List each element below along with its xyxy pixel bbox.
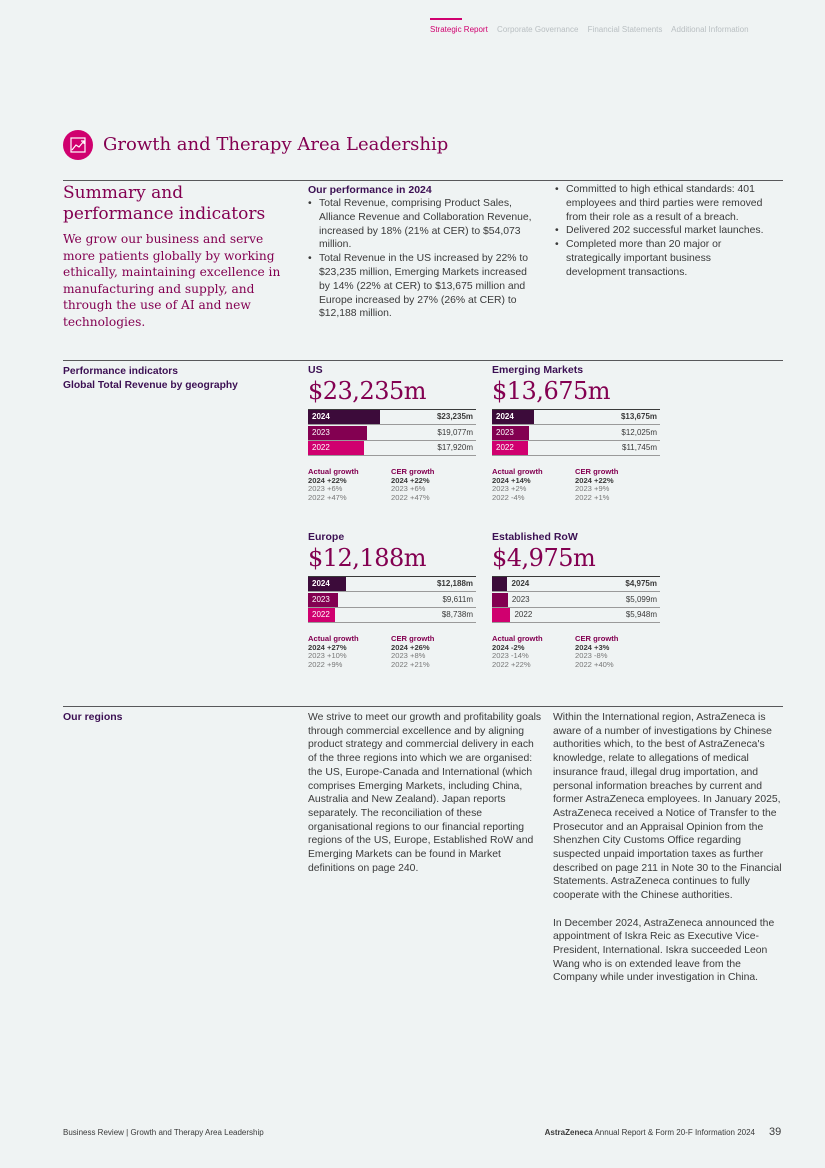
bar-year-label: 2022: [312, 610, 330, 620]
growth-value: 2023 +6%: [308, 484, 343, 494]
region-panel: [492, 364, 660, 508]
footer-brand: AstraZeneca: [544, 1128, 593, 1137]
growth-value: 2023 -8%: [575, 651, 608, 661]
list-item: • Total Revenue in the US increased by 22% to $23,235 million, Emerging Markets increased by 14% (22% at CER) to $13,675 million and Europe increased by 27% (26% at CER) to $12,188 million.: [308, 252, 540, 321]
actual-growth-column: [308, 468, 359, 502]
regions-paragraph: In December 2024, AstraZeneca announced the appointment of Iskra Reic as Executive Vice-President, International. Iskra succeeded Leon Wang who is on extended leave from the Company while under investigation in China.: [553, 917, 775, 984]
bar-year-label: 2024: [496, 412, 514, 421]
bar-year-label: 2023: [511, 594, 530, 604]
region-total-revenue: $4,975m: [492, 544, 596, 572]
bar-year-label: 2022: [496, 443, 514, 453]
growth-value: 2024 +22%: [575, 475, 614, 485]
cer-growth-label: CER growth: [575, 467, 619, 477]
growth-value: 2024 +14%: [492, 475, 531, 485]
bar-row: [308, 426, 476, 441]
revenue-bar: [492, 608, 510, 622]
list-item: • Completed more than 20 major or strategically important business development transactions.: [555, 238, 770, 279]
regions-heading: Our regions: [63, 711, 123, 723]
cer-growth-column: [391, 635, 434, 669]
region-total-revenue: $13,675m: [492, 377, 611, 405]
nav-additional-information[interactable]: Additional Information: [671, 25, 749, 34]
indicators-subtitle: Global Total Revenue by geography: [63, 380, 238, 391]
bar-value-label: $13,675m: [620, 412, 657, 421]
growth-rates: [308, 635, 498, 675]
cer-growth-label: CER growth: [575, 634, 619, 644]
bar-row: [492, 441, 660, 456]
growth-rates: [492, 635, 682, 675]
nav-financial-statements[interactable]: Financial Statements: [587, 25, 663, 34]
growth-value: 2022 +47%: [308, 492, 347, 502]
region-total-revenue: $12,188m: [308, 544, 427, 572]
bar-year-label: 2024: [312, 412, 330, 421]
bar-row: [492, 426, 660, 441]
region-panel: [308, 364, 476, 508]
nav-strategic-report[interactable]: Strategic Report: [430, 25, 488, 34]
cer-growth-label: CER growth: [391, 634, 435, 644]
performance-heading: Our performance in 2024: [308, 184, 432, 196]
growth-value: 2023 +6%: [391, 484, 426, 494]
top-nav: [430, 25, 756, 34]
revenue-bars: [308, 576, 476, 623]
region-panel: [492, 531, 660, 675]
bar-row: [492, 593, 660, 608]
region-name: Europe: [308, 531, 345, 543]
divider: [63, 360, 783, 361]
growth-value: 2022 +47%: [391, 492, 430, 502]
growth-value: 2022 +21%: [391, 659, 430, 669]
bar-value-label: $12,025m: [621, 427, 657, 437]
indicators-title: Performance indicators: [63, 366, 179, 377]
bar-value-label: $23,235m: [436, 412, 473, 421]
nav-corporate-governance[interactable]: Corporate Governance: [497, 25, 579, 34]
bar-year-label: 2024: [511, 579, 530, 588]
cer-growth-column: [575, 468, 618, 502]
revenue-bars: [308, 409, 476, 456]
performance-bullets-left: [308, 197, 540, 321]
bar-value-label: $5,948m: [625, 610, 657, 620]
page-number: 39: [769, 1126, 782, 1138]
bar-year-label: 2023: [312, 427, 330, 437]
growth-value: 2024 +22%: [308, 475, 347, 485]
revenue-bar: [492, 577, 507, 591]
bar-row: [308, 593, 476, 608]
growth-value: 2023 +10%: [308, 651, 347, 661]
footer-report-title: [545, 1128, 755, 1137]
actual-growth-column: [492, 468, 543, 502]
bar-value-label: $12,188m: [436, 579, 473, 588]
footer-report-name: Annual Report & Form 20-F Information 2024: [592, 1128, 755, 1137]
growth-value: 2022 +9%: [308, 659, 343, 669]
growth-rates: [308, 468, 498, 508]
bar-row: [308, 441, 476, 456]
bar-value-label: $8,738m: [441, 610, 473, 620]
growth-value: 2022 +40%: [575, 659, 614, 669]
region-panel: [308, 531, 476, 675]
cer-growth-column: [575, 635, 618, 669]
revenue-bar: [492, 593, 508, 607]
divider: [63, 180, 783, 181]
bar-year-label: 2022: [312, 443, 330, 453]
growth-value: 2022 +1%: [575, 492, 610, 502]
regions-text-col1: We strive to meet our growth and profitability goals through commercial excellence and by aligning product strategy and commercial delivery in each of the three regions into which we are organised: the US, Europe-Canada and International (which comprises Emerging Markets, including China, Australia and New Zealand). Japan reports separately. The reconciliation of these organisational regions to our financial reporting regions of the US, Europe, Established RoW and Emerging Markets can be found in Market definitions on page 240.: [308, 712, 542, 874]
bar-year-label: 2024: [312, 579, 330, 588]
growth-value: 2023 +2%: [492, 484, 527, 494]
nav-active-indicator: [430, 18, 462, 20]
growth-rates: [492, 468, 682, 508]
bar-value-label: $11,745m: [622, 443, 657, 453]
performance-bullets-right: [555, 183, 770, 280]
summary-heading: Summary and performance indicators: [63, 183, 266, 224]
divider: [63, 706, 783, 707]
growth-value: 2023 -14%: [492, 651, 529, 661]
bar-value-label: $9,611m: [442, 594, 473, 604]
bar-value-label: $17,920m: [437, 443, 473, 453]
bar-row: [492, 608, 660, 623]
bar-row: [308, 608, 476, 623]
growth-value: 2023 +8%: [391, 651, 426, 661]
growth-chart-icon: [63, 130, 93, 160]
bar-row: [308, 576, 476, 592]
list-item: • Total Revenue, comprising Product Sales, Alliance Revenue and Collaboration Revenue, increased by 18% (21% at CER) to $54,073 million.: [308, 197, 540, 252]
growth-value: 2024 +3%: [575, 642, 610, 652]
bar-row: [308, 409, 476, 425]
indicators-heading: [63, 365, 238, 393]
bar-value-label: $4,975m: [625, 579, 657, 588]
actual-growth-label: Actual growth: [492, 467, 543, 477]
growth-value: 2024 +22%: [391, 475, 430, 485]
revenue-bars: [492, 576, 660, 623]
footer-breadcrumb: Business Review | Growth and Therapy Area Leadership: [63, 1128, 264, 1137]
bar-value-label: $19,077m: [437, 427, 473, 437]
growth-value: 2024 +26%: [391, 642, 430, 652]
actual-growth-column: [308, 635, 359, 669]
list-item: • Committed to high ethical standards: 401 employees and third parties were removed from their role as a result of a breach.: [555, 183, 770, 224]
bar-year-label: 2023: [312, 594, 330, 604]
actual-growth-label: Actual growth: [308, 634, 359, 644]
growth-value: 2022 -4%: [492, 492, 525, 502]
regions-paragraph: Within the International region, AstraZeneca is aware of a number of investigations by Chinese authorities which, to the best of AstraZeneca's knowledge, relate to allegations of medical insurance fraud, illegal drug importation, and personal information breaches by current and former AstraZeneca employees. In January 2025, AstraZeneca received a Notice of Transfer to the Prosecutor and an Appraisal Opinion from the Shenzhen City Customs Office regarding suspected unpaid importation taxes as further described on page 211 in Note 30 to the Financial Statements. AstraZeneca continues to fully cooperate with the Chinese authorities.: [553, 712, 782, 902]
cer-growth-column: [391, 468, 434, 502]
actual-growth-label: Actual growth: [308, 467, 359, 477]
region-name: US: [308, 364, 323, 376]
region-name: Emerging Markets: [492, 364, 584, 376]
revenue-bars: [492, 409, 660, 456]
bar-year-label: 2022: [514, 610, 533, 620]
section-title: Growth and Therapy Area Leadership: [103, 134, 449, 155]
growth-value: 2024 +27%: [308, 642, 347, 652]
region-name: Established RoW: [492, 531, 578, 543]
growth-value: 2024 -2%: [492, 642, 525, 652]
bar-row: [492, 409, 660, 425]
bar-value-label: $5,099m: [625, 594, 657, 604]
actual-growth-column: [492, 635, 543, 669]
region-total-revenue: $23,235m: [308, 377, 427, 405]
regions-text-col2: [553, 711, 785, 985]
summary-intro: We grow our business and serve more patients globally by working ethically, maintaining excellence in manufacturing and supply, and through the use of AI and new technologies.: [63, 232, 281, 329]
growth-value: 2023 +9%: [575, 484, 610, 494]
growth-value: 2022 +22%: [492, 659, 531, 669]
list-item: • Delivered 202 successful market launches.: [555, 224, 770, 238]
actual-growth-label: Actual growth: [492, 634, 543, 644]
bar-year-label: 2023: [496, 427, 514, 437]
bar-row: [492, 576, 660, 592]
cer-growth-label: CER growth: [391, 467, 435, 477]
